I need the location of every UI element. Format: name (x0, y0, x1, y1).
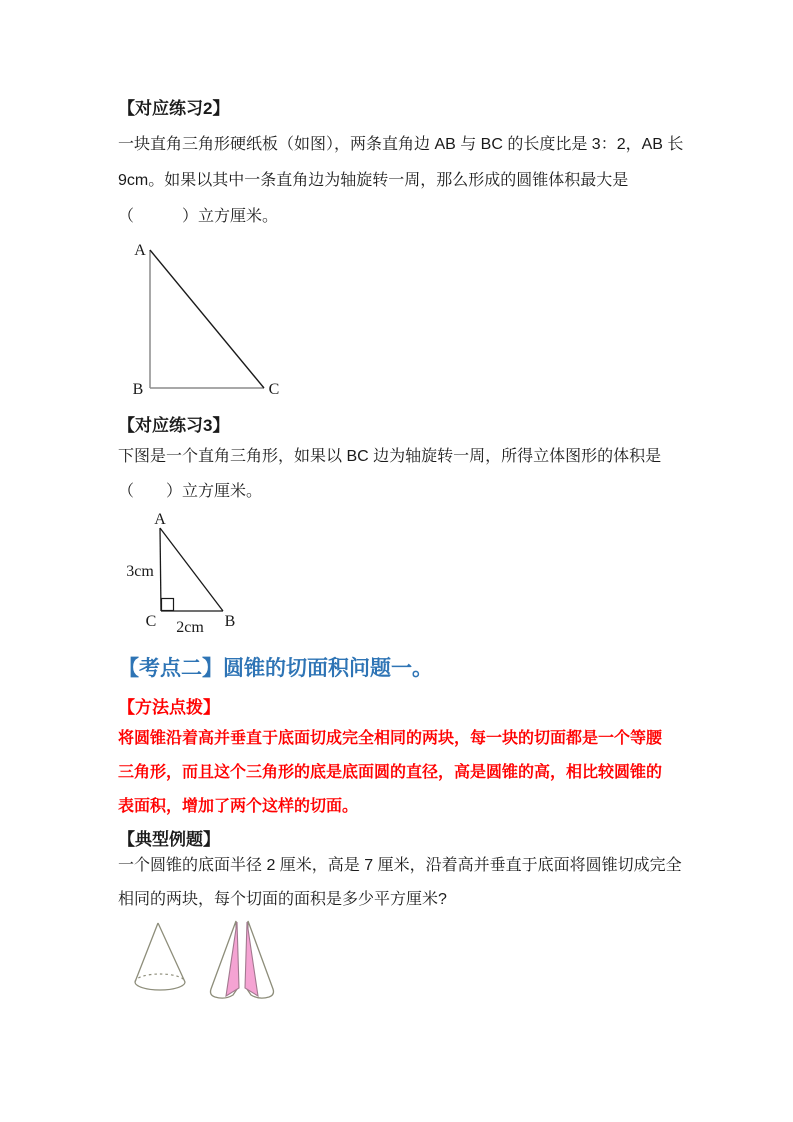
practice2-heading: 【对应练习2】 (118, 99, 230, 118)
cone-figures (125, 915, 295, 1015)
right-angle-marker (162, 599, 174, 611)
practice2-problem-text (118, 127, 698, 235)
triangle2-vertex-label-a: A (154, 511, 166, 528)
whole-cone-figure (135, 923, 185, 990)
practice2-line-1: 一块直角三角形硬纸板（如图），两条直角边 AB 与 BC 的长度比是 3：2，AB 长 (118, 136, 684, 153)
cone-base-dashed-arc (135, 974, 185, 982)
method-tips-heading: 【方法点拨】 (118, 698, 220, 717)
practice2-answer-blank-line: （ ）立方厘米。 (118, 208, 279, 225)
method-line-2: 三角形，而且这个三角形的底是底面圆的直径，高是圆锥的高，相比较圆锥的 (118, 764, 663, 781)
cone-base-solid-arc (135, 982, 185, 990)
triangle1-vertex-label-c: C (268, 381, 280, 398)
typical-example-text (118, 849, 698, 917)
triangle2-vertex-label-c: C (145, 613, 157, 630)
triangle2-side-length-ac: 3cm (126, 563, 154, 580)
right-triangle-figure-practice2 (118, 238, 298, 403)
topic2-heading: 【考点二】圆锥的切面积问题一。 (118, 657, 433, 680)
example-line-2: 相同的两块，每个切面的面积是多少平方厘米? (118, 891, 447, 908)
triangle2-vertex-label-b: B (224, 613, 236, 630)
triangle1-vertex-label-a: A (134, 242, 146, 259)
method-line-3: 表面积，增加了两个这样的切面。 (118, 798, 359, 815)
practice2-line-2: 9cm。如果以其中一条直角边为轴旋转一周，那么形成的圆锥体积最大是 (118, 172, 629, 189)
practice3-answer-blank-line: （ ）立方厘米。 (118, 483, 263, 500)
practice3-heading: 【对应练习3】 (118, 416, 230, 435)
split-cone-left-half (211, 921, 240, 998)
triangle1-hypotenuse-ac (150, 250, 264, 388)
triangle2-side-ac (160, 528, 161, 611)
cone-right-slant-edge (158, 923, 185, 982)
typical-example-heading: 【典型例题】 (118, 830, 220, 849)
method-line-1: 将圆锥沿着高并垂直于底面切成完全相同的两块，每一块的切面都是一个等腰 (118, 730, 663, 747)
practice3-problem-text (118, 439, 698, 509)
right-triangle-figure-practice3 (118, 510, 258, 640)
practice3-line-1: 下图是一个直角三角形，如果以 BC 边为轴旋转一周，所得立体图形的体积是 (118, 448, 662, 465)
triangle1-vertex-label-b: B (132, 381, 144, 398)
cone-left-slant-edge (135, 923, 158, 982)
example-line-1: 一个圆锥的底面半径 2 厘米，高是 7 厘米，沿着高并垂直于底面将圆锥切成完全 (118, 857, 682, 874)
triangle2-side-length-cb: 2cm (176, 619, 204, 636)
method-tips-text (118, 722, 698, 824)
split-cone-right-half (245, 921, 274, 998)
